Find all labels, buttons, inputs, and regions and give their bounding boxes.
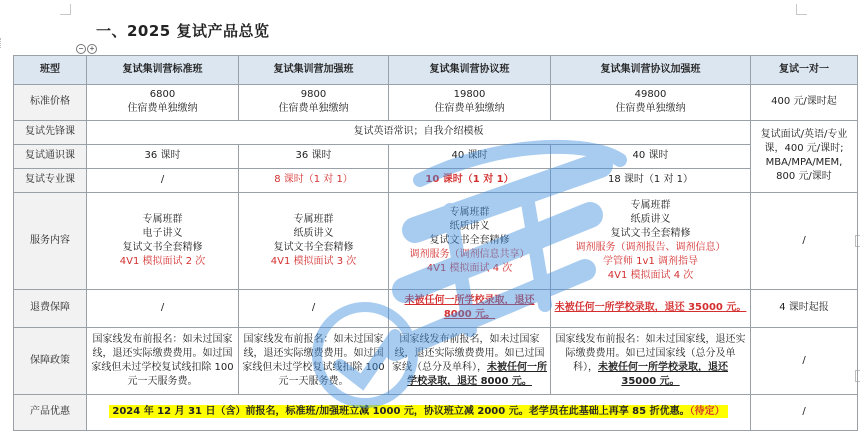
general-cell: 36 课时 — [239, 144, 389, 168]
pre-course-cell: 复试英语常识；自我介绍模板 — [87, 120, 751, 144]
price-cell: 9800 住宿费单独缴纳 — [239, 85, 389, 120]
pre-course-row — [14, 120, 858, 144]
refund-cell: 未被任何一所学校录取，退还 35000 元。 — [551, 289, 751, 327]
row-label: 标准价格 — [14, 85, 87, 120]
service-row — [14, 193, 858, 290]
row-label: 保障政策 — [14, 328, 87, 395]
service-cell: 专属班群 纸质讲义 复试文书全套精修 调剂服务（调剂信息共享） 4V1 模拟面试 4 次 — [389, 193, 551, 290]
header-cell: 复试一对一 — [751, 56, 858, 85]
general-cell: 40 课时 — [551, 144, 751, 168]
price-row — [14, 85, 858, 120]
major-cell: 10 课时（1 对 1） — [389, 168, 551, 192]
major-cell: 18 课时（1 对 1） — [551, 168, 751, 192]
major-cell: 8 课时（1 对 1） — [239, 168, 389, 192]
page-corner-mark-left — [60, 4, 71, 15]
promo-cell: / — [751, 394, 858, 430]
row-label: 产品优惠 — [14, 394, 87, 430]
promo-highlight: 2024 年 12 月 31 日（含）前报名，标准班/加强班立减 1000 元，协议班立减 2000 元。老学员在此基础上再享 85 折优惠。（待定） — [109, 405, 727, 418]
price-cell: 6800 住宿费单独缴纳 — [87, 85, 239, 120]
price-cell: 400 元/课时起 — [751, 85, 858, 120]
row-label: 复试通识课 — [14, 144, 87, 168]
margin-marker — [0, 38, 6, 48]
general-course-row — [14, 144, 858, 168]
row-label: 复试先锋课 — [14, 120, 87, 144]
row-label: 复试专业课 — [14, 168, 87, 192]
promo-cell — [87, 394, 751, 430]
policy-cell: 国家线发布前报名：如未过国家线，退还实际缴费费用。如过国家线但未过学校复试线扣除 100 元一天服务费。 — [87, 328, 239, 395]
promo-row — [14, 394, 858, 430]
policy-cell: 国家线发布前报名：如未过国家线，退还实际缴费费用。如已过国家线（总分及单科），未被任何一所学校录取，退还 35000 元。 — [551, 328, 751, 395]
row-label: 服务内容 — [14, 193, 87, 290]
price-cell: 49800 住宿费单独缴纳 — [551, 85, 751, 120]
policy-row — [14, 328, 858, 395]
refund-cell: 4 课时起报 — [751, 289, 858, 327]
section-title: 一、2025 复试产品总览 — [96, 22, 270, 40]
policy-cell: 国家线发布前报名：如未过国家线，退还实际缴费费用。如过国家线但未过学校复试线扣除 100 元一天服务费。 — [239, 328, 389, 395]
oneonone-course-cell: 复试面试/英语/专业 课，400 元/课时; MBA/MPA/MEM, 800 元/课时 — [751, 120, 858, 193]
policy-cell: / — [751, 328, 858, 395]
service-cell: 专属班群 纸质讲义 复试文书全套精修 调剂服务（调剂报告、调剂信息） 学管师 1v1 调剂指导 4V1 模拟面试 4 次 — [551, 193, 751, 290]
header-cell: 复试集训营协议加强班 — [551, 56, 751, 85]
general-cell: 40 课时 — [389, 144, 551, 168]
policy-cell: 国家线发布前报名，如未过国家线，退还实际缴费费用。如已过国家线（总分及单科），未被任何一所学校录取，退还 8000 元。 — [389, 328, 551, 395]
header-cell: 复试集训营加强班 — [239, 56, 389, 85]
page-corner-mark-right — [796, 4, 807, 15]
row-label: 退费保障 — [14, 289, 87, 327]
header-cell: 复试集训营标准班 — [87, 56, 239, 85]
table-add-icon[interactable]: + — [87, 44, 97, 54]
refund-row — [14, 289, 858, 327]
header-cell: 班型 — [14, 56, 87, 85]
service-cell: / — [751, 193, 858, 290]
table-move-handle-icon[interactable]: − — [76, 44, 86, 54]
service-cell: 专属班群 纸质讲义 复试文书全套精修 4V1 模拟面试 3 次 — [239, 193, 389, 290]
general-cell: 36 课时 — [87, 144, 239, 168]
product-table — [13, 55, 858, 431]
refund-cell: 未被任何一所学校录取，退还 8000 元。 — [389, 289, 551, 327]
refund-cell: / — [239, 289, 389, 327]
header-cell: 复试集训营协议班 — [389, 56, 551, 85]
price-cell: 19800 住宿费单独缴纳 — [389, 85, 551, 120]
service-cell: 专属班群 电子讲义 复试文书全套精修 4V1 模拟面试 2 次 — [87, 193, 239, 290]
refund-cell: / — [87, 289, 239, 327]
major-course-row — [14, 168, 858, 192]
header-row — [14, 56, 858, 85]
major-cell: / — [87, 168, 239, 192]
